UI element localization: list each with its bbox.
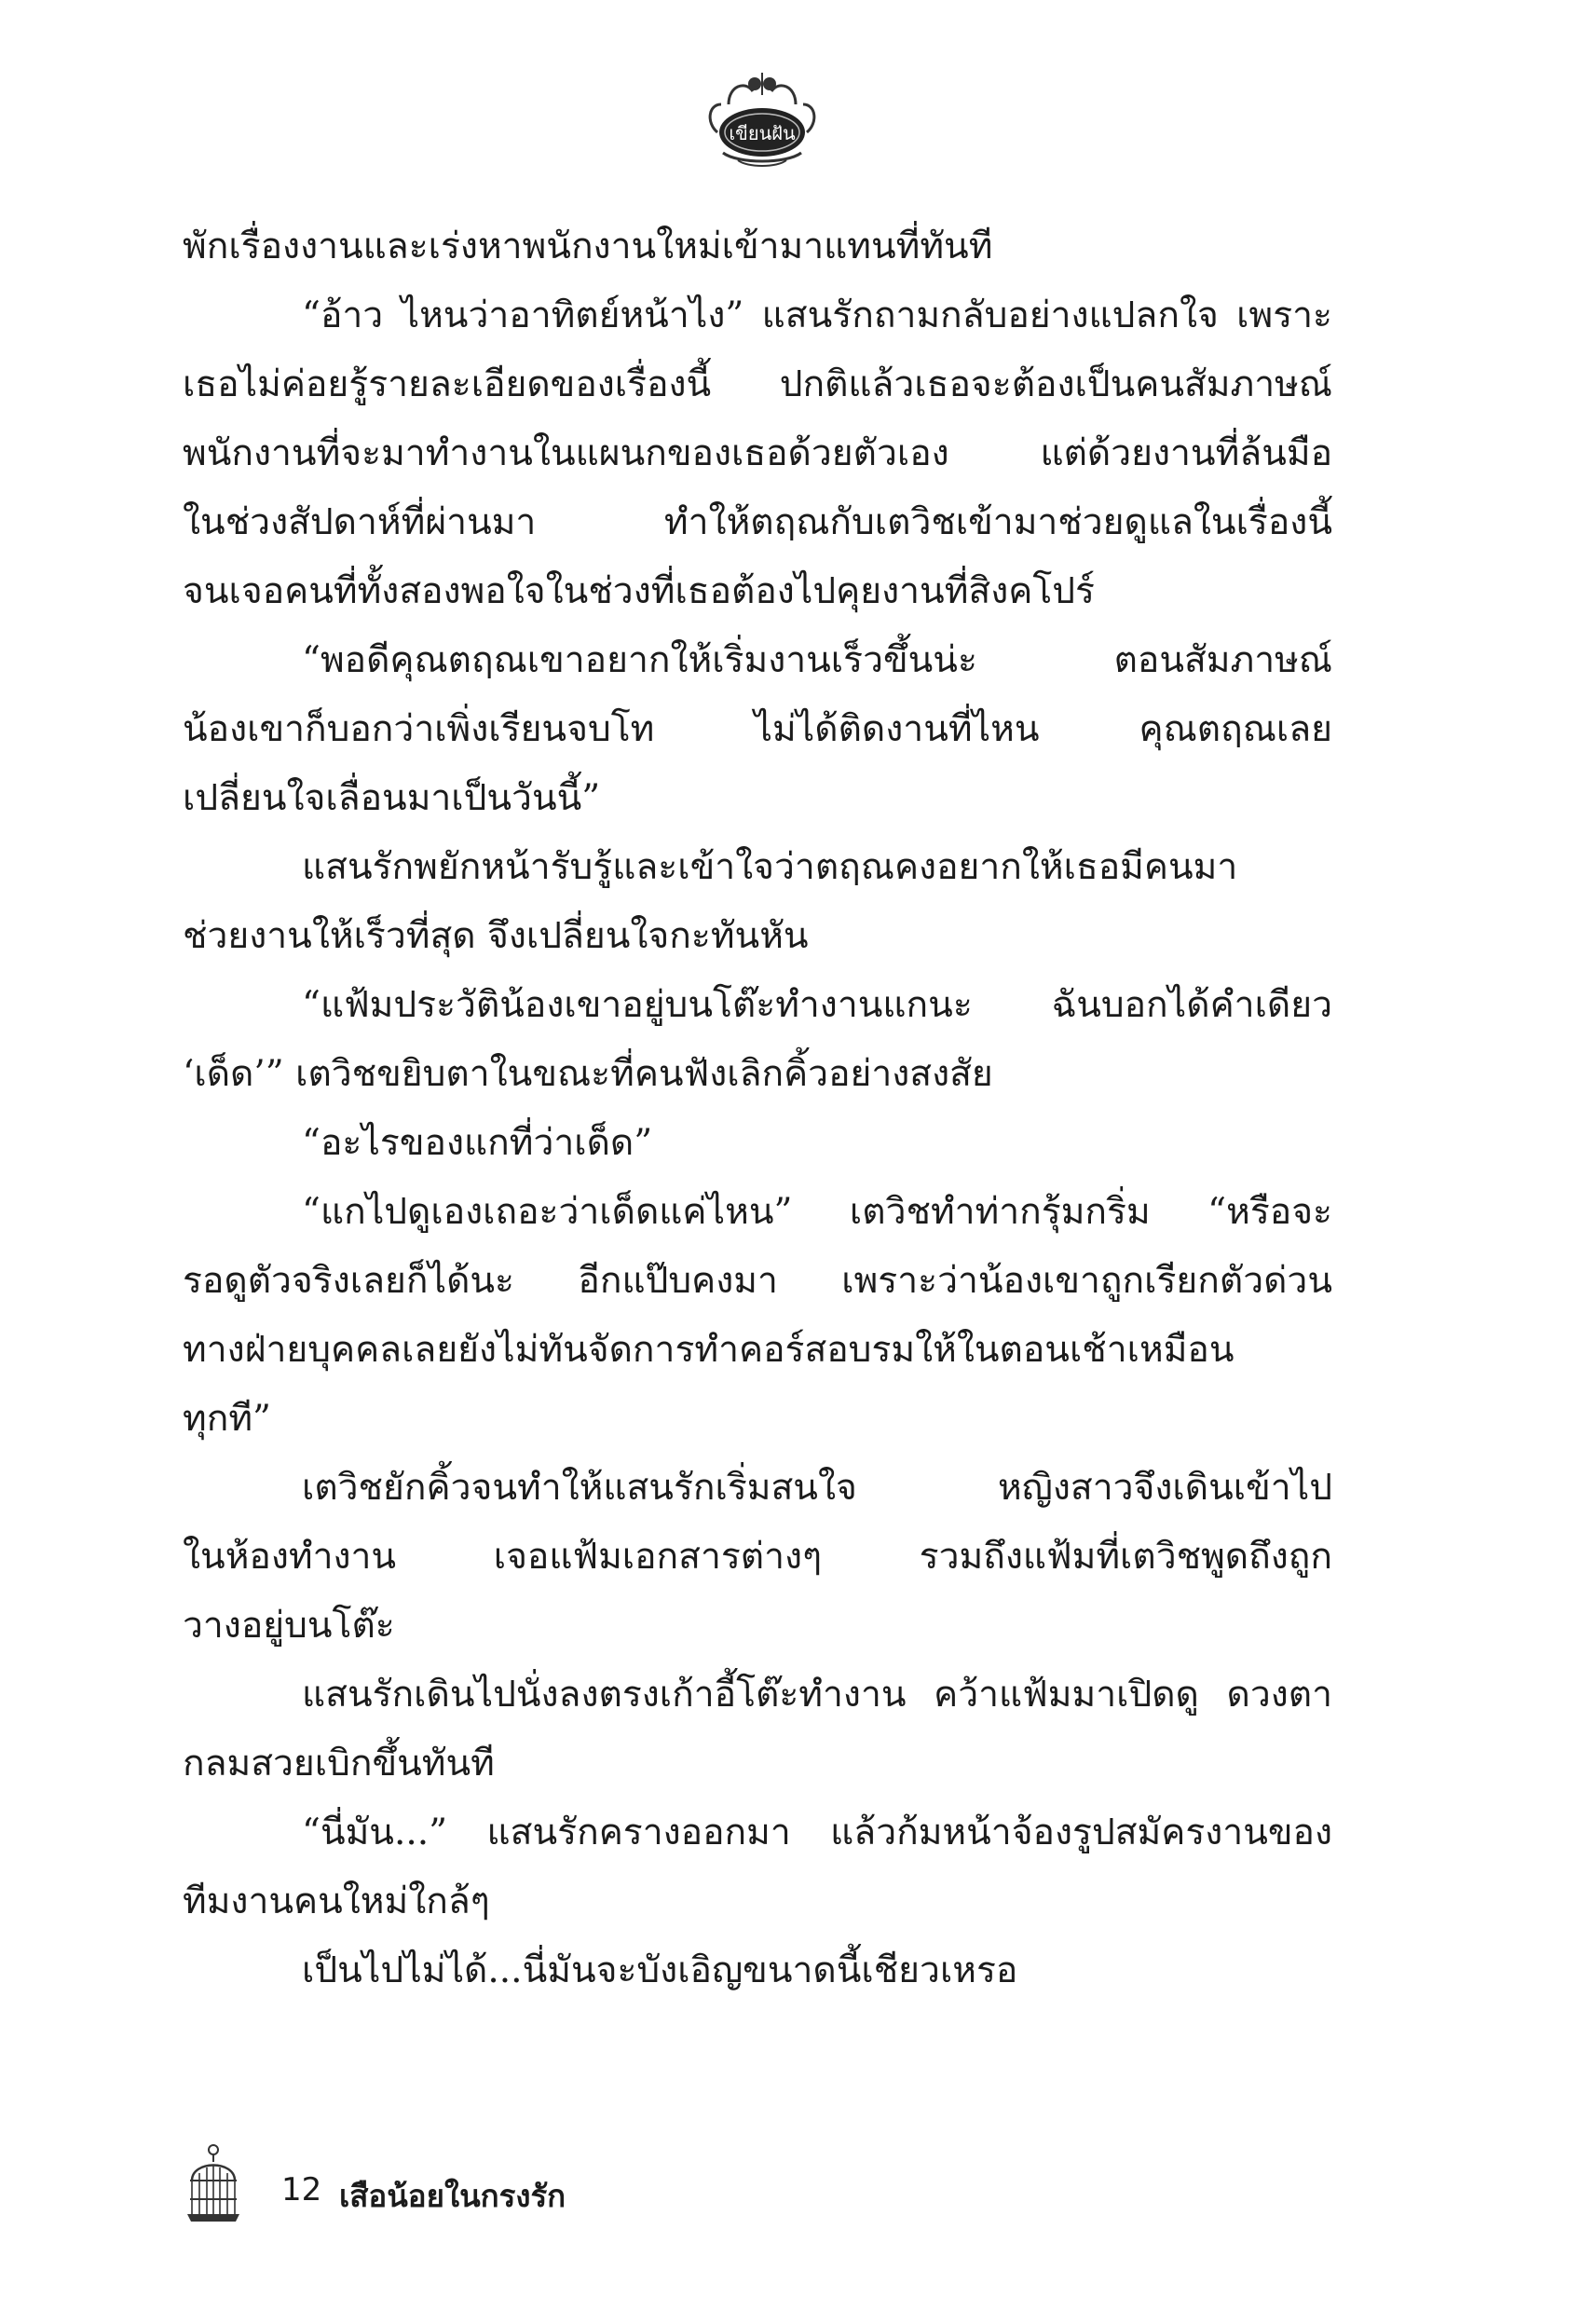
text-line: ในห้องทำงาน เจอแฟ้มเอกสารต่างๆ รวมถึงแฟ้มที่เตวิชพูดถึงถูก	[183, 1536, 1332, 1578]
book-title: เสือน้อยในกรงรัก	[339, 2178, 566, 2214]
page-footer	[183, 2143, 928, 2223]
text-line: ทีมงานคนใหม่ใกล้ๆ	[183, 1880, 490, 1922]
text-line: แสนรักเดินไปนั่งลงตรงเก้าอี้โต๊ะทำงาน คว้าแฟ้มมาเปิดดู ดวงตา	[302, 1674, 1332, 1716]
text-line: ทุกที”	[183, 1398, 271, 1440]
text-line: “แกไปดูเองเถอะว่าเด็ดแค่ไหน” เตวิชทำท่ากรุ้มกริ่ม “หรือจะ	[302, 1191, 1332, 1233]
text-line: น้องเขาก็บอกว่าเพิ่งเรียนจบโท ไม่ได้ติดงานที่ไหน คุณตฤณเลย	[183, 708, 1332, 750]
text-line: “พอดีคุณตฤณเขาอยากให้เริ่มงานเร็วขึ้นน่ะ ตอนสัมภาษณ์	[302, 639, 1332, 681]
page-number: 12	[281, 2171, 322, 2208]
text-line: เปลี่ยนใจเลื่อนมาเป็นวันนี้”	[183, 777, 601, 819]
birdcage-icon	[183, 2143, 244, 2223]
text-line: ช่วยงานให้เร็วที่สุด จึงเปลี่ยนใจกะทันหัน	[183, 915, 809, 957]
text-line: “อะไรของแกที่ว่าเด็ด”	[302, 1122, 653, 1164]
text-line: เตวิชยักคิ้วจนทำให้แสนรักเริ่มสนใจ หญิงสาวจึงเดินเข้าไป	[302, 1467, 1332, 1509]
text-line: จนเจอคนที่ทั้งสองพอใจในช่วงที่เธอต้องไปคุยงานที่สิงคโปร์	[183, 570, 1095, 612]
text-line: ‘เด็ด’” เตวิชขยิบตาในขณะที่คนฟังเลิกคิ้วอย่างสงสัย	[183, 1053, 993, 1095]
text-line: กลมสวยเบิกขึ้นทันที	[183, 1743, 495, 1785]
text-line: วางอยู่บนโต๊ะ	[183, 1605, 395, 1647]
text-line: รอดูตัวจริงเลยก็ได้นะ อีกแป๊บคงมา เพราะว่าน้องเขาถูกเรียกตัวด่วน	[183, 1260, 1332, 1302]
text-line: “นี่มัน...” แสนรักครางออกมา แล้วก้มหน้าจ้องรูปสมัครงานของ	[302, 1812, 1332, 1853]
text-line: ทางฝ่ายบุคคลเลยยังไม่ทันจัดการทำคอร์สอบรมให้ในตอนเช้าเหมือน	[183, 1329, 1235, 1371]
text-line: แสนรักพยักหน้ารับรู้และเข้าใจว่าตฤณคงอยากให้เธอมีคนมา	[302, 846, 1238, 888]
text-line: “อ้าว ไหนว่าอาทิตย์หน้าไง” แสนรักถามกลับอย่างแปลกใจ เพราะ	[302, 294, 1332, 336]
text-line: เป็นไปไม่ได้...นี่มันจะบังเอิญขนาดนี้เชียวเหรอ	[302, 1949, 1018, 1991]
text-line: เธอไม่ค่อยรู้รายละเอียดของเรื่องนี้ ปกติแล้วเธอจะต้องเป็นคนสัมภาษณ์	[183, 363, 1332, 405]
text-line: “แฟ้มประวัติน้องเขาอยู่บนโต๊ะทำงานแกนะ ฉันบอกได้คำเดียว	[302, 984, 1332, 1026]
logo-text: เขียนฝัน	[729, 122, 796, 144]
text-line: ในช่วงสัปดาห์ที่ผ่านมา ทำให้ตฤณกับเตวิชเข้ามาช่วยดูแลในเรื่องนี้	[183, 501, 1332, 543]
body-text	[183, 212, 1332, 2005]
text-line: พนักงานที่จะมาทำงานในแผนกของเธอด้วยตัวเอง แต่ด้วยงานที่ล้นมือ	[183, 432, 1332, 474]
publisher-logo-icon	[701, 67, 824, 170]
text-line: พักเรื่องงานและเร่งหาพนักงานใหม่เข้ามาแทนที่ทันที	[183, 226, 993, 267]
